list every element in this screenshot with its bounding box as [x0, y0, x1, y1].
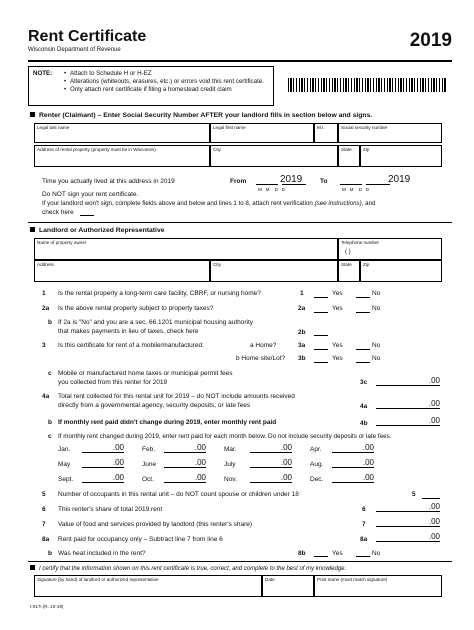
renter-city-field[interactable]: City — [210, 145, 338, 167]
department-name: Wisconsin Department of Revenue — [28, 47, 121, 53]
middle-initial-field[interactable]: M.I. — [314, 123, 338, 143]
time-lived-label: Time you actually lived at this address in 2019 — [42, 178, 175, 185]
line-1-box-label: 1 — [300, 290, 304, 297]
mmdd-hint: M M D D — [258, 187, 286, 192]
line-3b-label: b Home site/Lot? — [236, 355, 286, 362]
do-not-sign-note: Do NOT sign your rent certificate. — [42, 191, 139, 198]
square-bullet-icon — [30, 565, 35, 570]
renter-state-field[interactable]: State — [338, 145, 360, 167]
month-label: July — [224, 461, 236, 468]
line-7-box-label: 7 — [362, 521, 366, 528]
month-amount[interactable]: .00 — [332, 458, 374, 468]
form-id: I-017i (R. 10-19) — [30, 604, 64, 609]
month-amount[interactable]: .00 — [82, 443, 124, 453]
no-label: No — [372, 342, 381, 349]
landlord-wont-sign-note: If your landlord won't sign, complete fields above and below and lines 1 to 8, attach rent verification (see instructions), and — [42, 200, 376, 207]
line-2a-box-label: 2a — [298, 305, 306, 312]
landlord-heading: Landlord or Authorized Representative — [30, 227, 165, 234]
line-4b-amount[interactable]: .00 — [376, 416, 440, 426]
certification-text: I certify that the information shown on this rent certificate is true, correct, and complete to the best of my knowledge. — [30, 565, 346, 572]
line-2a-number: 2a — [42, 305, 50, 312]
line-4a-text: directly from a governmental agency, security deposits, or late fees — [58, 402, 251, 409]
month-amount[interactable]: .00 — [164, 458, 206, 468]
form-title: Rent Certificate — [28, 28, 147, 45]
line-4a-text: Total rent collected for this rental unit for 2019 – do NOT include amounts received — [58, 393, 295, 400]
month-label: Dec. — [310, 476, 324, 483]
header-divider — [28, 60, 452, 62]
line-4b-text: If monthly rent paid didn't change during 2019, enter monthly rent paid — [58, 419, 277, 426]
signature-field[interactable]: Signature (by hand) of landlord or authorized representative — [34, 575, 262, 597]
line-5-number: 5 — [42, 491, 46, 498]
month-amount[interactable]: .00 — [250, 473, 292, 483]
line-8a-number: 8a — [42, 536, 50, 543]
landlord-address-field[interactable]: Address — [34, 260, 210, 282]
line-2b-text: that makes payments in lieu of taxes, check here — [58, 328, 199, 335]
line-2a-no-box[interactable] — [356, 305, 370, 313]
line-2a-text: Is the above rental property subject to property taxes? — [58, 305, 214, 312]
from-year: 2019 — [280, 174, 303, 185]
month-label: Nov. — [224, 476, 237, 483]
line-4c-number: c — [48, 433, 52, 440]
line-3-number: 3 — [42, 342, 46, 349]
line-3c-amount[interactable]: .00 — [376, 376, 440, 386]
landlord-state-field[interactable]: State — [338, 260, 360, 282]
yes-label: Yes — [332, 355, 343, 362]
line-7-amount[interactable]: .00 — [376, 517, 440, 527]
line-7-number: 7 — [42, 521, 46, 528]
owner-name-field[interactable]: Name of property owner — [34, 238, 338, 260]
month-amount[interactable]: .00 — [250, 458, 292, 468]
to-year: 2019 — [388, 174, 411, 185]
line-2a-yes-box[interactable] — [314, 305, 328, 313]
renter-zip-field[interactable]: Zip — [360, 145, 442, 167]
line-2b-box-label: 2b — [298, 329, 306, 336]
no-label: No — [372, 355, 381, 362]
check-here-box[interactable] — [80, 208, 94, 216]
month-label: June — [142, 461, 157, 468]
legal-first-name-field[interactable]: Legal first name — [210, 123, 314, 143]
month-amount[interactable]: .00 — [82, 458, 124, 468]
line-3c-number: c — [48, 370, 52, 377]
line-3b-yes-box[interactable] — [314, 355, 328, 363]
landlord-zip-field[interactable]: Zip — [360, 260, 442, 282]
line-3b-box-label: 3b — [298, 355, 306, 362]
month-label: Sept. — [58, 476, 74, 483]
ssn-field[interactable]: Social security number — [338, 123, 442, 143]
square-bullet-icon — [30, 227, 35, 232]
no-label: No — [372, 305, 381, 312]
line-8a-text: Rent paid for occupancy only – Subtract line 7 from line 6 — [58, 536, 223, 543]
line-7-text: Value of food and services provided by landlord (this renter's share) — [58, 521, 253, 528]
line-4a-amount[interactable]: .00 — [376, 399, 440, 409]
section-divider — [28, 222, 452, 223]
date-field[interactable]: Date — [262, 575, 314, 597]
line-4c-text: If monthly rent changed during 2019, enter rent paid for each month below. Do not include security deposits or late fees. — [58, 433, 392, 440]
line-8b-no-box[interactable] — [356, 549, 370, 557]
line-6-text: This renter's share of total 2019 rent — [58, 506, 163, 513]
telephone-field[interactable]: Telephone number ( ) — [338, 238, 442, 260]
to-day-input[interactable] — [366, 176, 390, 185]
line-3c-text: Mobile or manufactured home taxes or municipal permit fees — [58, 370, 233, 377]
line-4a-number: 4a — [42, 393, 50, 400]
month-amount[interactable]: .00 — [164, 473, 206, 483]
month-label: May — [58, 461, 71, 468]
line-3a-no-box[interactable] — [356, 342, 370, 350]
line-1-yes-box[interactable] — [314, 290, 328, 298]
line-3c-text: you collected from this renter for 2019 — [58, 379, 168, 386]
line-1-number: 1 — [42, 290, 46, 297]
line-5-box-label: 5 — [412, 491, 416, 498]
from-month-input[interactable] — [256, 176, 278, 185]
check-here-label: check here — [42, 209, 74, 216]
line-8b-number: b — [48, 550, 52, 557]
line-5-input[interactable] — [422, 490, 440, 499]
line-8b-text: Was heat included in the rent? — [58, 550, 146, 557]
line-1-text: Is the rental property a long-term care facility, CBRF, or nursing home? — [58, 290, 261, 297]
legal-last-name-field[interactable]: Legal last name — [34, 123, 210, 143]
yes-label: Yes — [332, 290, 343, 297]
print-name-field[interactable]: Print name (must match signature) — [314, 575, 442, 597]
no-label: No — [372, 550, 381, 557]
month-amount[interactable]: .00 — [332, 443, 374, 453]
month-label: Oct. — [142, 476, 154, 483]
landlord-city-field[interactable]: City — [210, 260, 338, 282]
to-month-input[interactable] — [340, 176, 362, 185]
month-amount[interactable]: .00 — [82, 473, 124, 483]
line-2b-text: If 2a is "No" and you are a sec. 66.1201 municipal housing authority — [58, 319, 254, 326]
note-box — [28, 66, 274, 106]
month-amount[interactable]: .00 — [332, 473, 374, 483]
month-label: Aug. — [310, 461, 324, 468]
month-label: Jan. — [58, 446, 71, 453]
line-2b-number: b — [48, 319, 52, 326]
section-divider — [28, 561, 452, 562]
month-label: Mar. — [224, 446, 237, 453]
note-label: NOTE: — [33, 70, 53, 77]
line-8b-yes-box[interactable] — [314, 549, 328, 557]
line-5-text: Number of occupants in this rental unit – do NOT count spouse or children under 18 — [58, 491, 299, 498]
line-2b-check-box[interactable] — [314, 328, 328, 336]
line-8a-box-label: 8a — [360, 536, 368, 543]
note-item: • Alterations (whiteouts, erasures, etc.) or errors void this rent certificate. — [64, 78, 270, 86]
line-3a-box-label: 3a — [298, 342, 306, 349]
square-bullet-icon — [30, 112, 35, 117]
line-8b-box-label: 8b — [298, 550, 306, 557]
line-3-text: Is this certificate for rent of a mobile/manufactured: — [58, 342, 204, 349]
line-3a-label: a Home? — [250, 342, 277, 349]
line-3c-box-label: 3c — [360, 379, 368, 386]
mmdd-hint: M M D D — [342, 187, 370, 192]
month-label: Feb. — [142, 446, 156, 453]
note-item: • Only attach rent certificate if filing a homestead credit claim — [64, 86, 270, 94]
line-3a-yes-box[interactable] — [314, 342, 328, 350]
line-6-box-label: 6 — [362, 506, 366, 513]
no-label: No — [372, 290, 381, 297]
line-3b-no-box[interactable] — [356, 355, 370, 363]
line-4b-box-label: 4b — [360, 420, 368, 427]
form-year: 2019 — [409, 30, 452, 51]
line-4b-number: b — [48, 419, 52, 426]
yes-label: Yes — [332, 342, 343, 349]
renter-heading: Renter (Claimant) – Enter Social Security Number AFTER your landlord fills in section below and signs. — [30, 112, 372, 119]
rental-address-field[interactable]: Address of rental property (property must be in Wisconsin) — [34, 145, 210, 167]
line-4a-box-label: 4a — [360, 403, 368, 410]
line-6-number: 6 — [42, 506, 46, 513]
yes-label: Yes — [332, 550, 343, 557]
yes-label: Yes — [332, 305, 343, 312]
month-amount[interactable]: .00 — [250, 443, 292, 453]
month-label: Apr. — [310, 446, 322, 453]
line-8a-amount[interactable]: .00 — [376, 532, 440, 542]
line-6-amount[interactable]: .00 — [376, 502, 440, 512]
to-label: To — [320, 178, 328, 185]
barcode — [288, 78, 446, 92]
line-1-no-box[interactable] — [356, 290, 370, 298]
note-item: • Attach to Schedule H or H-EZ — [64, 70, 270, 78]
from-label: From — [230, 178, 247, 185]
month-amount[interactable]: .00 — [164, 443, 206, 453]
